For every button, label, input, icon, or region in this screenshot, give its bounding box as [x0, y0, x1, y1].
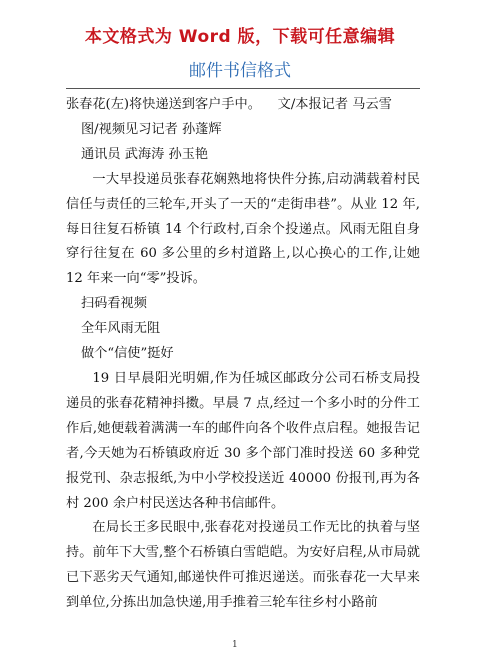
subheading-messenger: 做个“信使”挺好: [81, 346, 174, 362]
photo-caption-line: 张春花(左)将快递送到客户手中。 文/本报记者 马云雪: [66, 97, 392, 112]
page-number: 1: [232, 640, 238, 647]
subheading-all-weather: 全年风雨无阻: [81, 321, 161, 337]
correspondent-line: 通讯员 武海涛 孙玉艳: [81, 146, 209, 162]
word-version-banner: 本文格式为 Word 版，下载可任意编辑: [84, 27, 396, 47]
paragraph-morning-delivery: 19 日早晨阳光明媚,作为任城区邮政分公司石桥支局投递员的张春花精神抖擞。早晨 7 点,经过一个多小时的分件工作后,她便载着满满一车的邮件向各个收件点启程。她报告记者,今天她为石桥镇政府近 30 多个部门准时投送 60 多种党报党刊、杂志报纸,为中小学校投送近 40000 份报刊,再为各村 200 余户村民送达各种书信邮件。: [66, 370, 420, 511]
page-title: 邮件书信格式: [189, 61, 291, 81]
scan-video-line: 扫码看视频: [81, 296, 147, 312]
photo-credit-line: 图/视频见习记者 孙蓬辉: [81, 121, 222, 137]
paragraph-intro: 一大早投递员张春花娴熟地将快件分拣,启动满载着村民信任与责任的三轮车,开头了一天的“走街串巷”。从业 12 年,每日往复石桥镇 14 个行政村,百余个投递点。风雨无阻自身穿行往复在 60 多公里的乡村道路上,以心换心的工作,让她 12 年来一向“零”投诉。: [66, 171, 425, 287]
article-body: [66, 93, 425, 616]
paragraph-snow-story: 在局长王多民眼中,张春花对投递员工作无比的执着与坚持。前年下大雪,整个石桥镇白雪皑皑。为安好启程,从市局就已下恶劣天气通知,邮递快件可推迟递送。而张春花一大早来到单位,分拣出加急快递,用手推着三轮车往乡村小路前: [66, 520, 420, 611]
header-divider: [66, 88, 420, 89]
